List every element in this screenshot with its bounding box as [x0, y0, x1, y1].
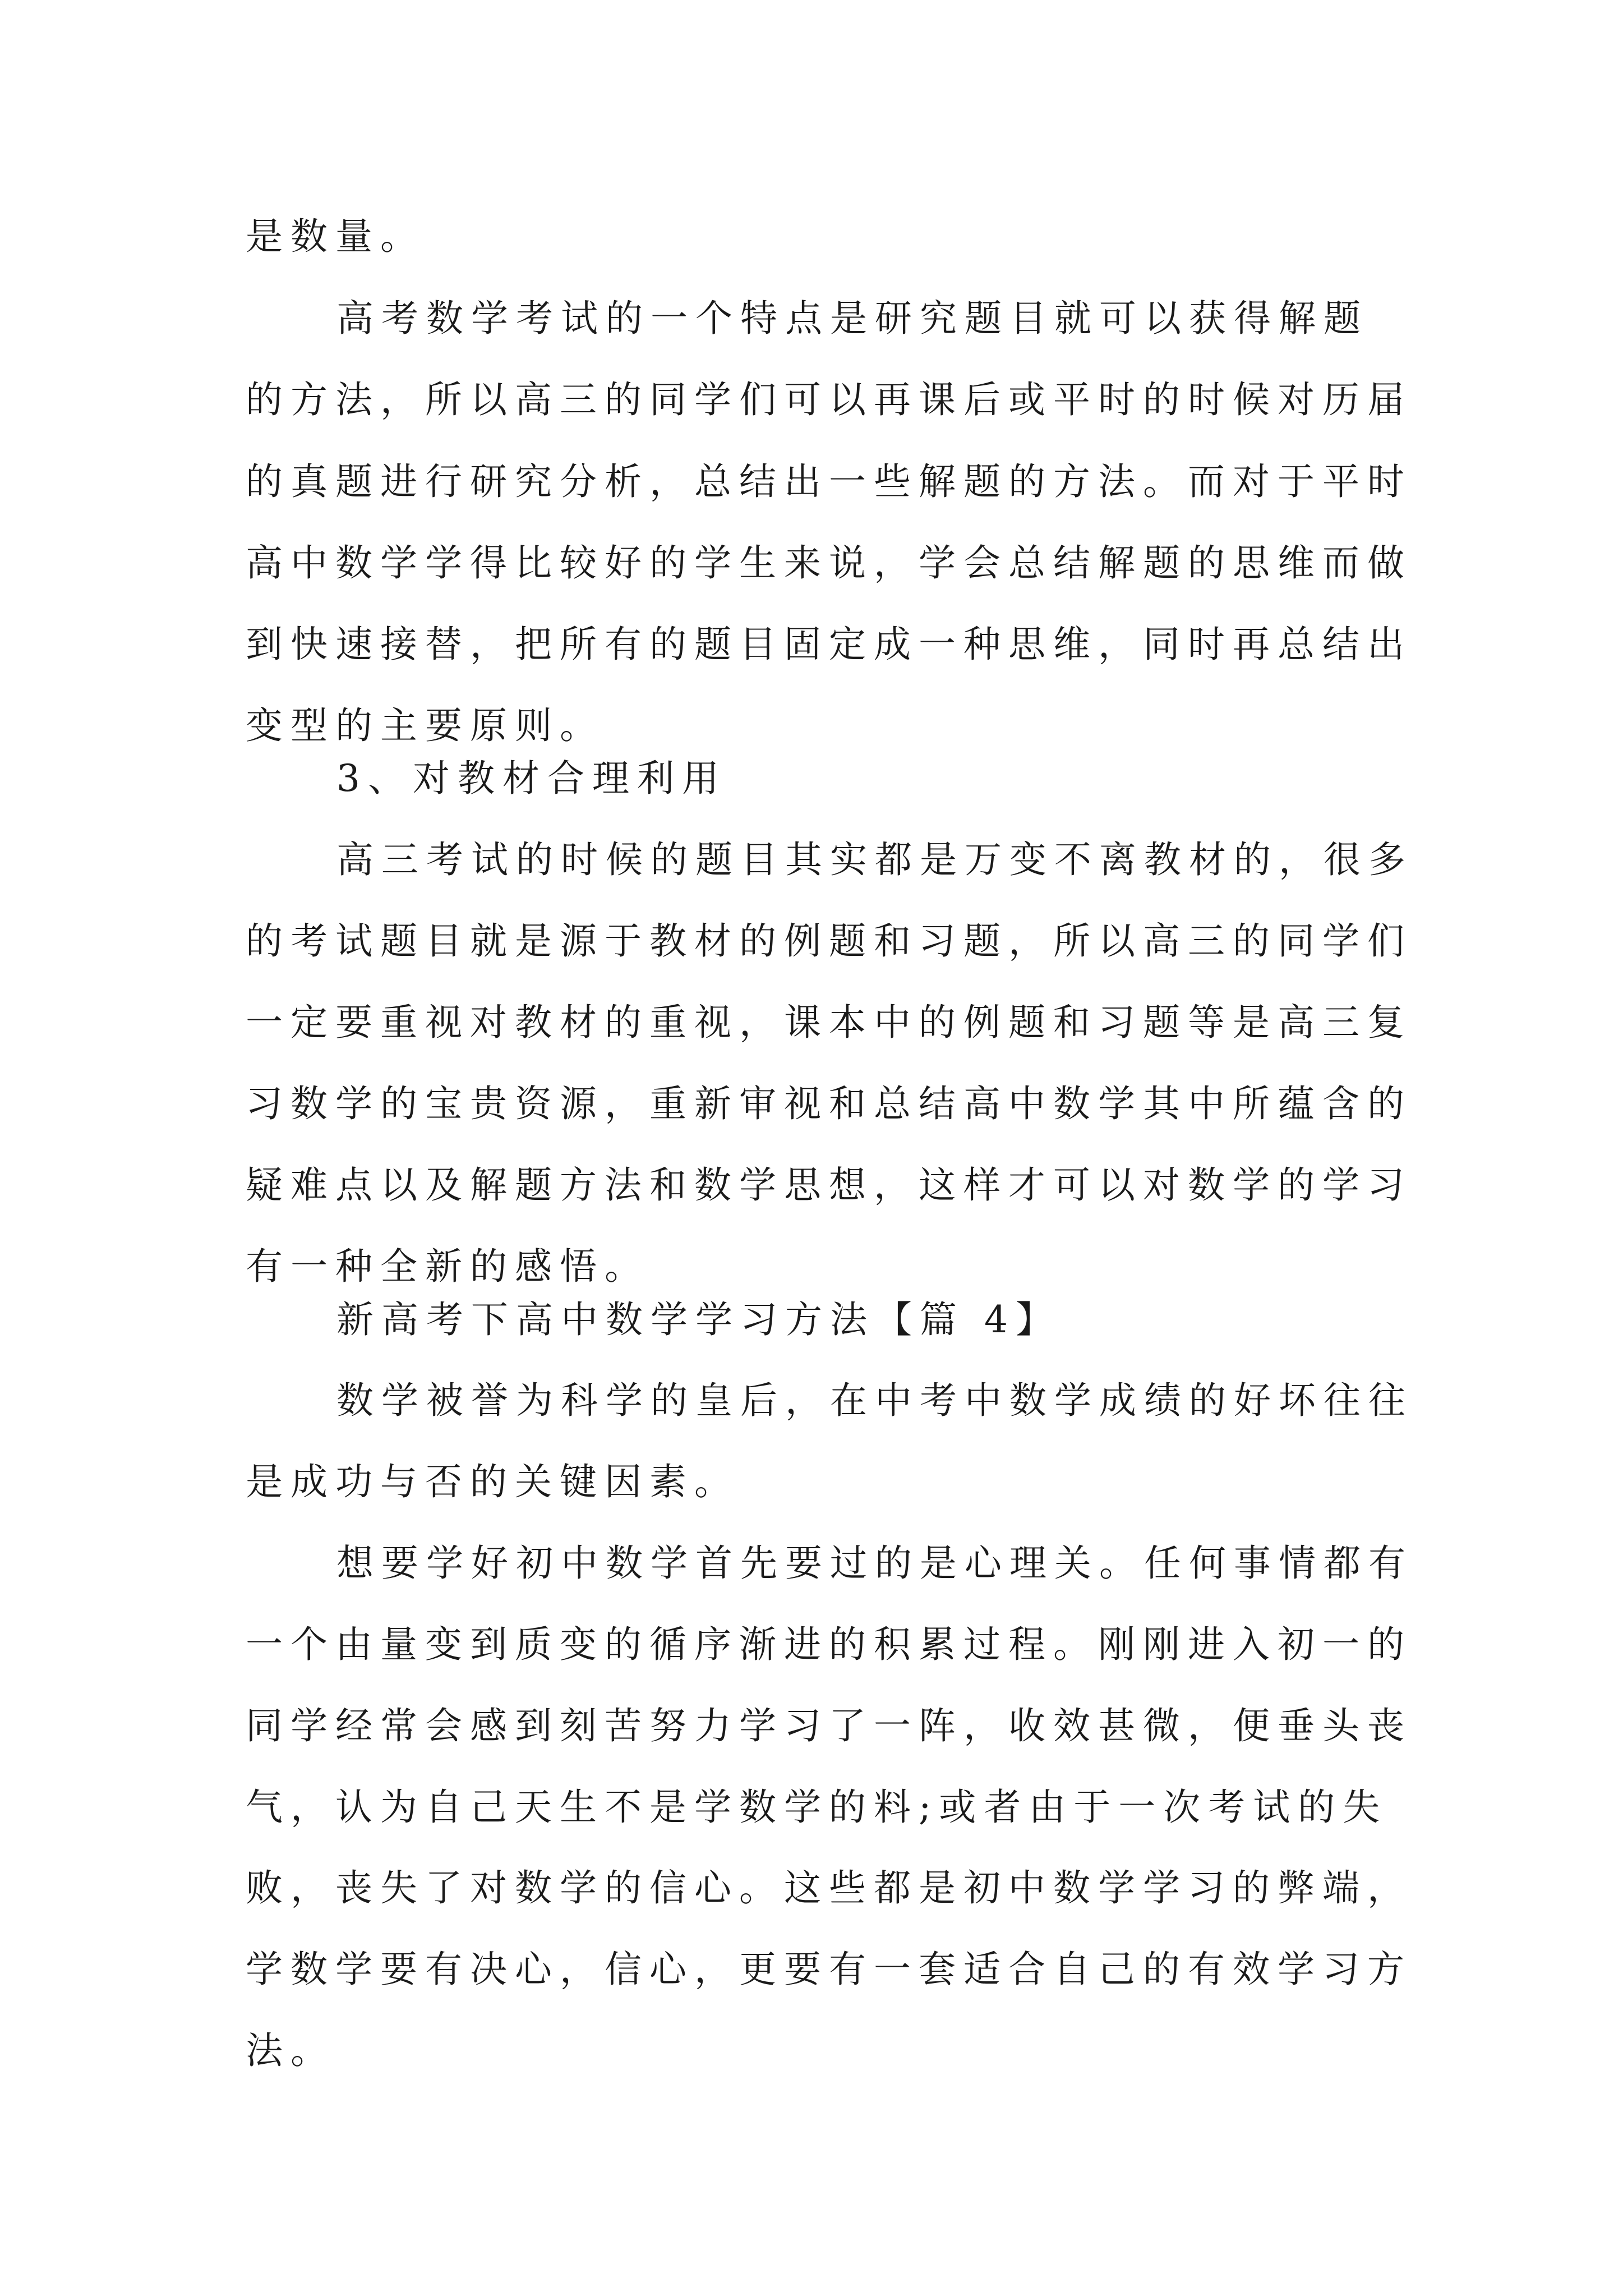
- paragraph-first-line: 数学被誉为科学的皇后，在中考中数学成绩的好坏往往: [336, 1379, 1413, 1422]
- text-line: 的方法，所以高三的同学们可以再课后或平时的时候对历届: [246, 378, 1412, 421]
- text-line: 有一种全新的感悟。: [246, 1245, 649, 1288]
- text-line: 一定要重视对教材的重视，课本中的例题和习题等是高三复: [246, 1001, 1412, 1044]
- text-line: 是成功与否的关键因素。: [246, 1460, 739, 1503]
- paragraph-first-line: 高三考试的时候的题目其实都是万变不离教材的，很多: [336, 838, 1413, 881]
- text-line: 气，认为自己天生不是学数学的料;或者由于一次考试的失: [246, 1786, 1388, 1829]
- text-line: 变型的主要原则。: [246, 704, 605, 747]
- text-line: 一个由量变到质变的循序渐进的积累过程。刚刚进入初一的: [246, 1623, 1412, 1666]
- text-line: 到快速接替，把所有的题目固定成一种思维，同时再总结出: [246, 623, 1412, 666]
- article-heading: 新高考下高中数学学习方法【篇 4】: [336, 1298, 1061, 1341]
- paragraph-first-line: 想要学好初中数学首先要过的是心理关。任何事情都有: [336, 1542, 1413, 1585]
- text-line: 的考试题目就是源于教材的例题和习题，所以高三的同学们: [246, 919, 1412, 963]
- text-line: 同学经常会感到刻苦努力学习了一阵，收效甚微，便垂头丧: [246, 1704, 1412, 1747]
- text-line: 高中数学学得比较好的学生来说，学会总结解题的思维而做: [246, 541, 1412, 585]
- text-line: 的真题进行研究分析，总结出一些解题的方法。而对于平时: [246, 460, 1412, 503]
- text-line: 学数学要有决心，信心，更要有一套适合自己的有效学习方: [246, 1948, 1412, 1991]
- text-line: 是数量。: [246, 215, 425, 258]
- text-line: 法。: [246, 2029, 335, 2072]
- text-line: 疑难点以及解题方法和数学思想，这样才可以对数学的学习: [246, 1163, 1412, 1207]
- section-heading: 3、对教材合理利用: [336, 757, 727, 800]
- text-line: 习数学的宝贵资源，重新审视和总结高中数学其中所蕴含的: [246, 1082, 1412, 1125]
- paragraph-first-line: 高考数学考试的一个特点是研究题目就可以获得解题: [336, 297, 1368, 340]
- text-line: 败，丧失了对数学的信心。这些都是初中数学学习的弊端，: [246, 1866, 1412, 1910]
